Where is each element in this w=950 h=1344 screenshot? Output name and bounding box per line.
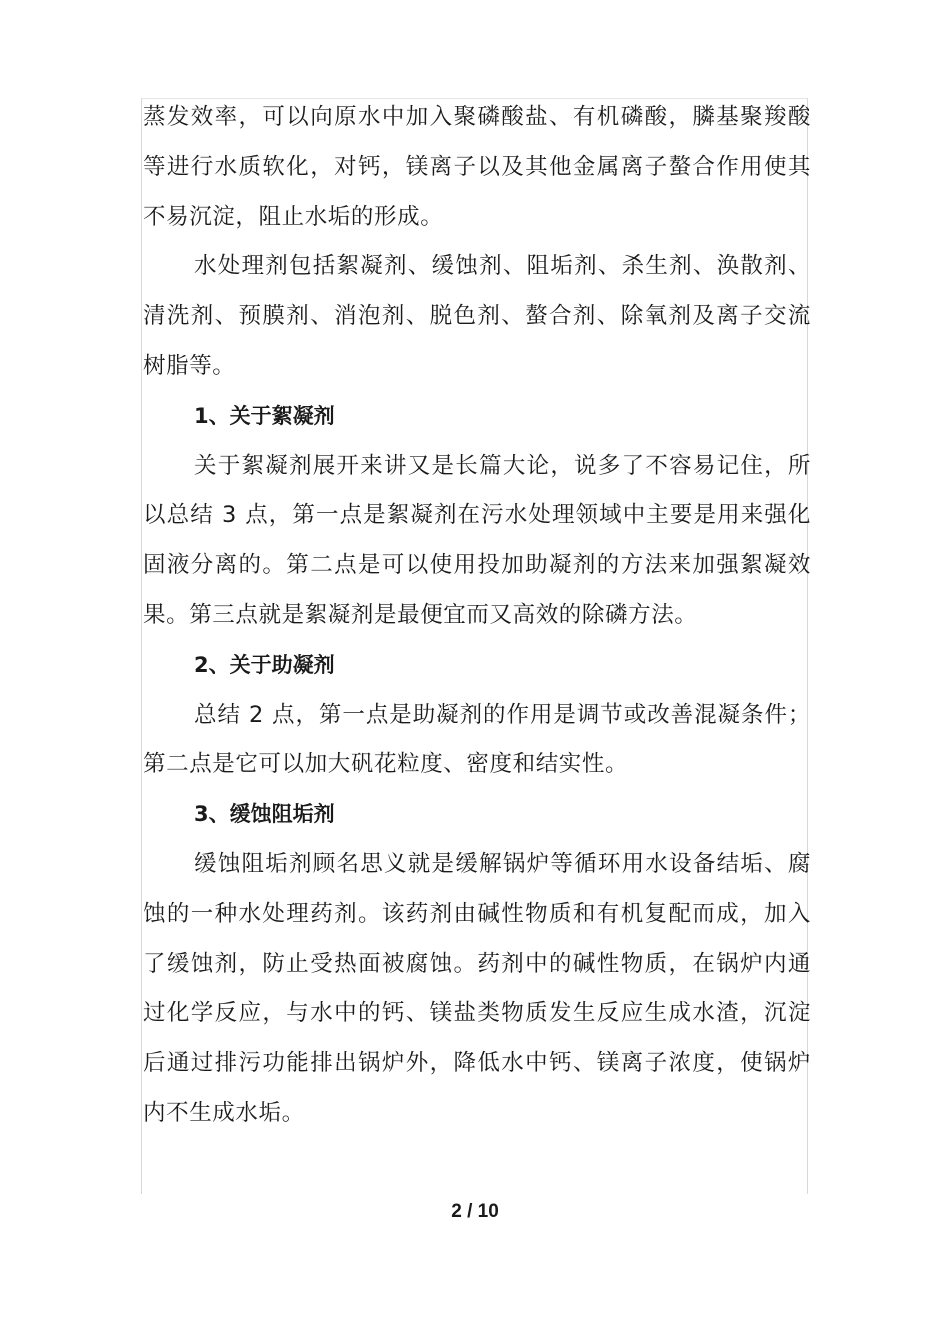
section-heading-coagulant-aid: 2、关于助凝剂 — [194, 652, 335, 677]
document-body — [143, 93, 811, 1139]
paragraph-water-treatment-agents: 水处理剂包括絮凝剂、缓蚀剂、阻垢剂、杀生剂、涣散剂、清洗剂、预膜剂、消泡剂、脱色剂、螯合剂、除氧剂及离子交流树脂等。 — [143, 253, 811, 379]
section-heading-flocculant: 1、关于絮凝剂 — [194, 403, 335, 428]
page-number: 2 / 10 — [451, 1201, 499, 1222]
section-body-coagulant-aid: 总结 2 点，第一点是助凝剂的作用是调节或改善混凝条件；第二点是它可以加大矾花粒度、密度和结实性。 — [143, 701, 811, 778]
section-body-scale-inhibitor: 缓蚀阻垢剂顾名思义就是缓解锅炉等循环用水设备结垢、腐蚀的一种水处理药剂。该药剂由碱性物质和有机复配而成，加入了缓蚀剂，防止受热面被腐蚀。药剂中的碱性物质，在锅炉内通过化学反应，与水中的钙、镁盐类物质发生反应生成水渣，沉淀后通过排污功能排出锅炉外，降低水中钙、镁离子浓度，使锅炉内不生成水垢。 — [143, 850, 811, 1126]
section-heading-scale-inhibitor: 3、缓蚀阻垢剂 — [194, 802, 335, 827]
section-body-flocculant: 关于絮凝剂展开来讲又是长篇大论，说多了不容易记住，所以总结 3 点，第一点是絮凝剂在污水处理领域中主要是用来强化固液分离的。第二点是可以使用投加助凝剂的方法来加强絮凝效果。第三点就是絮凝剂是最便宜而又高效的除磷方法。 — [143, 452, 811, 628]
paragraph-continued: 蒸发效率，可以向原水中加入聚磷酸盐、有机磷酸，膦基聚羧酸等进行水质软化，对钙，镁离子以及其他金属离子螯合作用使其不易沉淀，阻止水垢的形成。 — [143, 104, 811, 230]
